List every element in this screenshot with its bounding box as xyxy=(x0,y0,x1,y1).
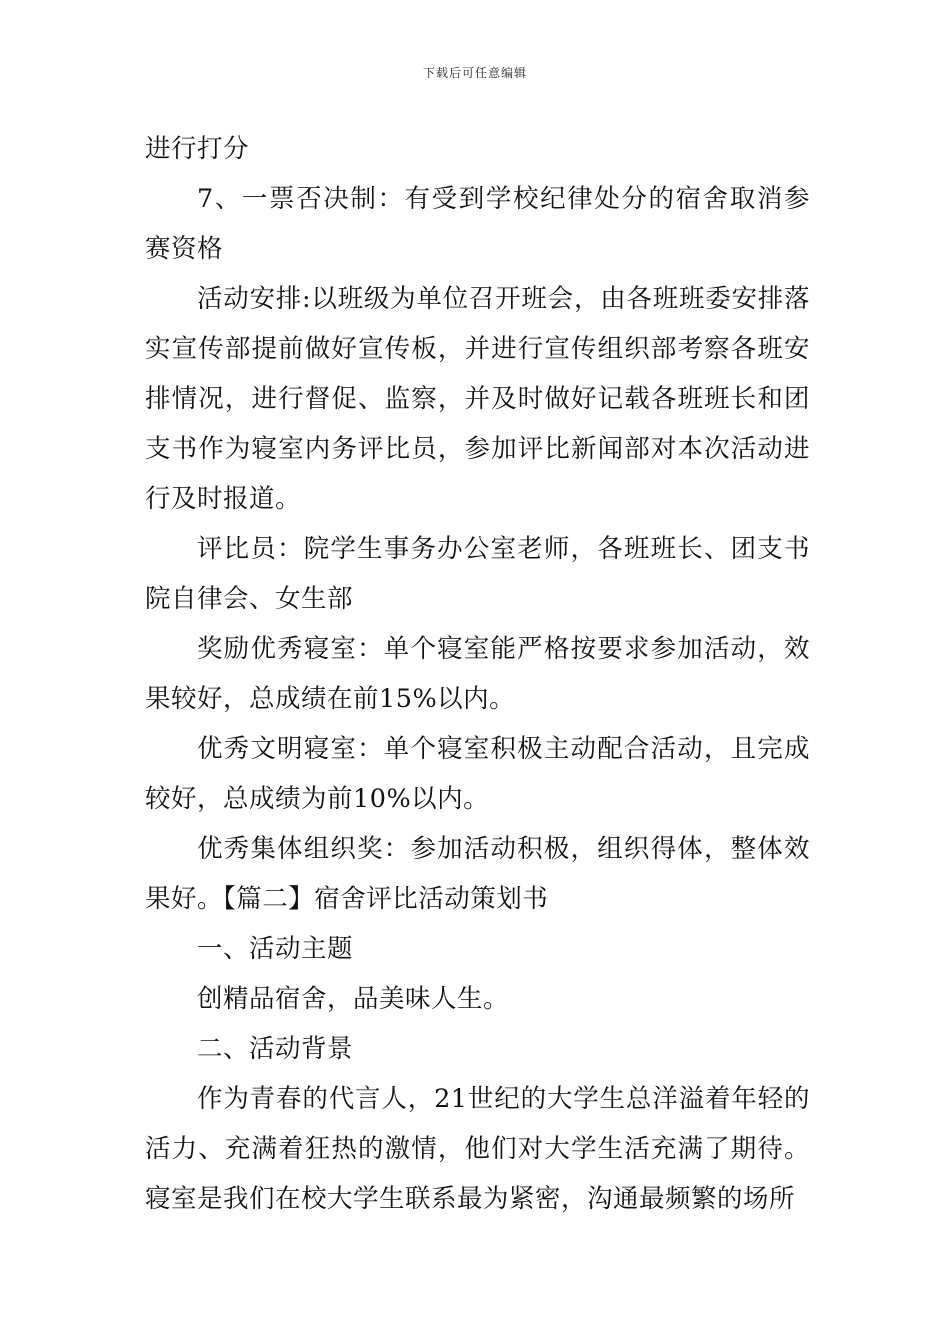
paragraph-2: 7、一票否决制：有受到学校纪律处分的宿舍取消参赛资格 xyxy=(145,184,810,264)
section-heading-theme: 一、活动主题 xyxy=(197,934,354,964)
paragraph-3: 活动安排:以班级为单位召开班会，由各班班委安排落实宣传部提前做好宣传板，并进行宣传组织部考察各班安排情况，进行督促、监察，并及时做好记载各班班长和团支书作为寝室内务评比员，参加评比新闻部对本次活动进行及时报道。 xyxy=(145,284,810,514)
paragraph-1: 进行打分 xyxy=(145,134,250,164)
section-heading-background: 二、活动背景 xyxy=(197,1034,354,1064)
paragraph-5: 奖励优秀寝室：单个寝室能严格按要求参加活动，效果较好，总成绩在前15%以内。 xyxy=(145,634,810,714)
paragraph-7: 优秀集体组织奖：参加活动积极，组织得体，整体效果好。【篇二】宿舍评比活动策划书 xyxy=(145,834,810,914)
paragraph-6: 优秀文明寝室：单个寝室积极主动配合活动，且完成较好，总成绩为前10%以内。 xyxy=(145,734,810,814)
paragraph-9: 创精品宿舍，品美味人生。 xyxy=(197,984,510,1014)
paragraph-4: 评比员：院学生事务办公室老师，各班班长、团支书院自律会、女生部 xyxy=(145,534,810,614)
paragraph-11: 作为青春的代言人，21世纪的大学生总洋溢着年轻的活力、充满着狂热的激情，他们对大学生活充满了期待。寝室是我们在校大学生联系最为紧密，沟通最频繁的场所 xyxy=(145,1084,810,1214)
page-header: 下载后可任意编辑 xyxy=(422,66,527,80)
document-body xyxy=(145,124,810,1224)
